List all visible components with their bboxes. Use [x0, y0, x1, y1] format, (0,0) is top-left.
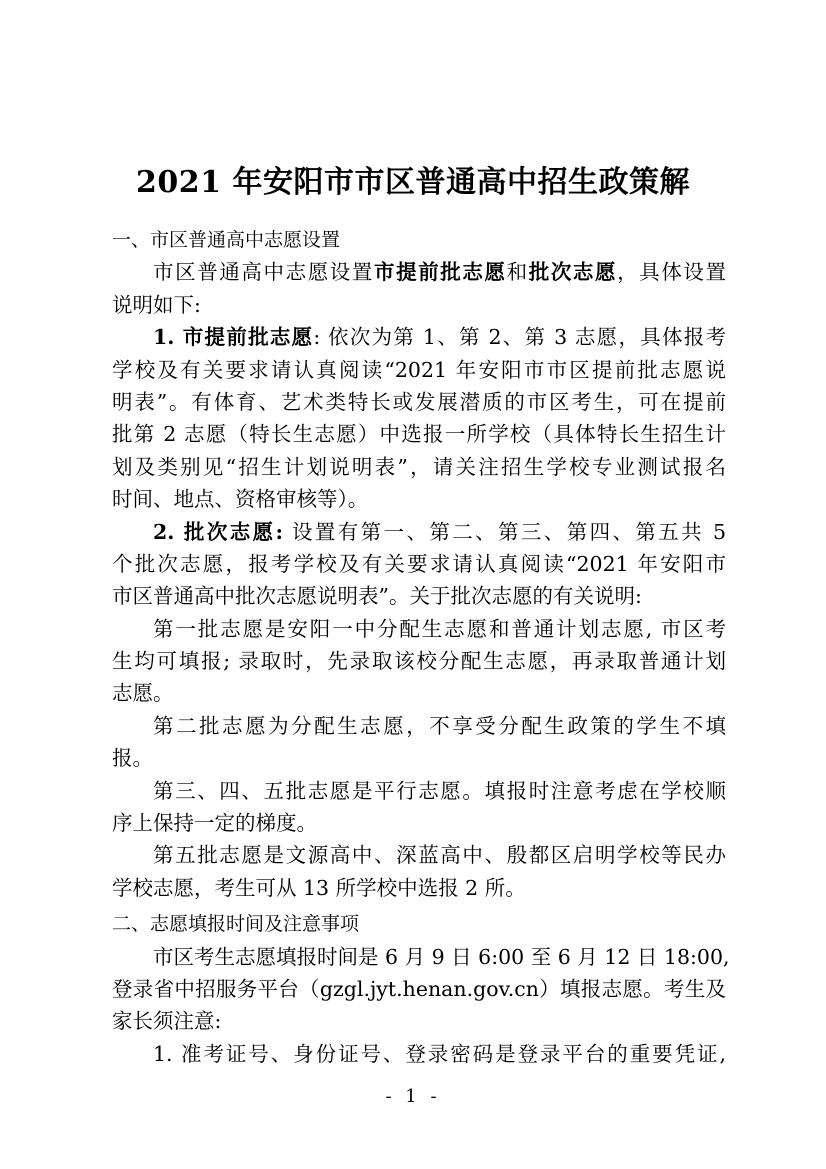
intro-term-advance-batch: 市提前批志愿	[374, 260, 507, 285]
batch-3-line-1: 第三、四、五批志愿是平行志愿。填报时注意考虑在学校顺	[153, 778, 726, 803]
intro-text-c: 和	[506, 260, 529, 285]
intro-term-batch: 批次志愿	[528, 260, 618, 285]
item-2-text: 设置有第一、第二、第三、第四、第五共 5	[283, 519, 727, 544]
item-1-line-3: 明表”。有体育、艺术类特长或发展潜质的市区考生，可在提前	[112, 389, 726, 414]
batch-5-line-2: 学校志愿，考生可从 13 所学校中选报 2 所。	[112, 875, 526, 900]
page-number: - 1 -	[385, 1086, 441, 1107]
item-2-line-3: 市区普通高中批次志愿说明表”。关于批次志愿的有关说明:	[112, 584, 642, 609]
section-1-heading: 一、市区普通高中志愿设置	[112, 229, 341, 251]
section-2-p1-line-3: 家长须注意:	[112, 1009, 222, 1034]
item-1-line-1	[112, 321, 726, 353]
batch-5-line-1: 第五批志愿是文源高中、深蓝高中、殷都区启明学校等民办	[153, 843, 726, 868]
item-1-line-2: 学校及有关要求请认真阅读“2021 年安阳市市区提前批志愿说	[112, 357, 726, 382]
document-body	[112, 224, 730, 1070]
batch-1-line-1: 第一批志愿是安阳一中分配生志愿和普通计划志愿, 市区考	[153, 616, 726, 641]
section-2-p1-line-1: 市区考生志愿填报时间是 6 月 9 日 6:00 至 6 月 12 日 18:00,	[153, 944, 730, 969]
section-1-intro-line-2: 说明如下:	[112, 292, 201, 317]
section-2-p1-line-2: 登录省中招服务平台（gzgl.jyt.henan.gov.cn）填报志愿。考生及	[112, 976, 726, 1001]
intro-text-e: ，具体设置	[617, 260, 727, 285]
intro-text-a: 市区普通高中志愿设置	[153, 260, 374, 285]
item-1-line-4: 批第 2 志愿（特长生志愿）中选报一所学校（具体特长生招生计	[112, 422, 726, 447]
batch-2-line-2: 报。	[112, 746, 153, 771]
batch-2-line-1: 第二批志愿为分配生志愿，不享受分配生政策的学生不填	[153, 713, 726, 738]
batch-1-line-3: 志愿。	[112, 681, 174, 706]
item-1-text: : 依次为第 1、第 2、第 3 志愿，具体报考	[313, 325, 726, 350]
item-1-line-6: 时间、地点、资格审核等）。	[112, 487, 369, 512]
document-title: 2021 年安阳市市区普通高中招生政策解	[136, 165, 690, 200]
item-2-line-1	[112, 516, 726, 548]
section-1-intro-line-1	[112, 256, 726, 288]
item-2-line-2: 个批次志愿，报考学校及有关要求请认真阅读“2021 年安阳市	[112, 551, 726, 576]
batch-3-line-2: 序上保持一定的梯度。	[112, 811, 317, 836]
item-1-line-5: 划及类别见“招生计划说明表”，请关注招生学校专业测试报名	[112, 454, 726, 479]
item-1-label: 1. 市提前批志愿	[153, 325, 314, 350]
batch-1-line-2: 生均可填报; 录取时，先录取该校分配生志愿，再录取普通计划	[112, 649, 726, 674]
section-2-p2-line-1: 1. 准考证号、身份证号、登录密码是登录平台的重要凭证,	[153, 1041, 726, 1066]
item-2-label: 2. 批次志愿:	[153, 519, 284, 544]
section-2-heading: 二、志愿填报时间及注意事项	[112, 913, 360, 936]
